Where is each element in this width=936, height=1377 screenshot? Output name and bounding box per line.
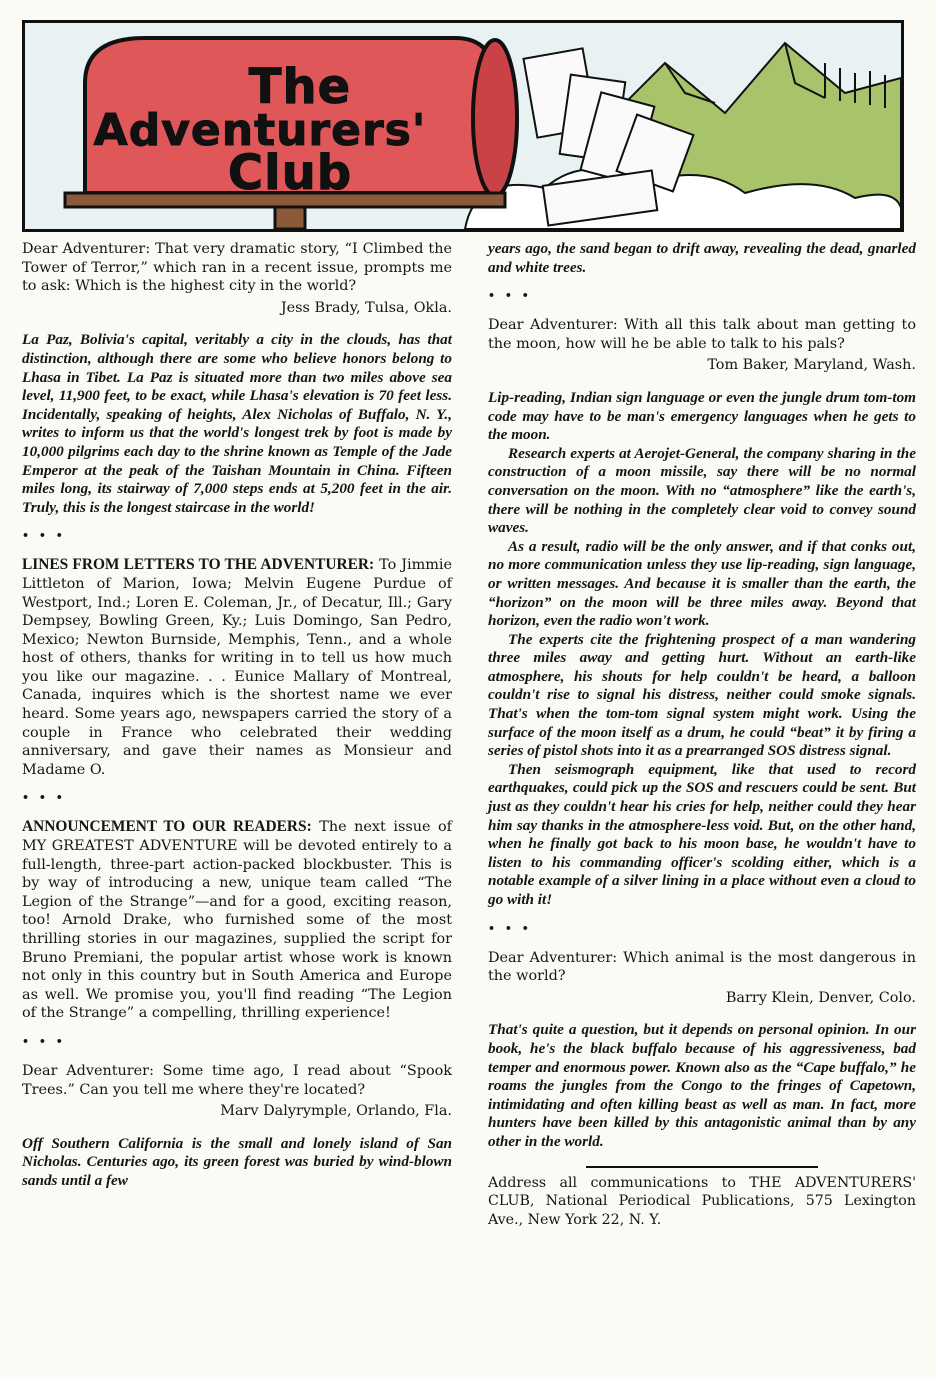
reply-dangerous-animal: That's quite a question, but it depends on personal opinion. In our book, he's the black buffalo because of his aggressiveness, bad temper and enormous power. Known also as the “Cape buffalo,” he roams the jungles from the Congo to the fringes of Capetown, intimidating and often killing beast as well as man. In fact, more hunters have been killed by this antagonistic animal than by any other in the world. bbox=[488, 1021, 916, 1150]
signature-tom-baker: Tom Baker, Maryland, Wash. bbox=[707, 357, 916, 374]
separator: • • • bbox=[22, 529, 66, 543]
letter-dangerous-animal: Dear Adventurer: Which animal is the most dangerous in the world? bbox=[488, 949, 916, 985]
reply-spook-trees-continued: years ago, the sand began to drift away, revealing the dead, gnarled and white trees. bbox=[488, 240, 916, 276]
separator: • • • bbox=[488, 289, 532, 303]
reply-moon-p2: Research experts at Aerojet-General, the company sharing in the construction of a moon missile, say there will be no normal conversation on the moon. With no “atmosphere” like the earth's, there will be nothing in the completely clear void to convey sound waves. bbox=[488, 444, 916, 537]
left-column bbox=[22, 240, 452, 1191]
separator: • • • bbox=[22, 791, 66, 805]
reply-moon-p4: The experts cite the frightening prospect of a man wandering three miles away and getting hurt. Without an earth-like atmosphere, his shouts for help couldn't be heard, a balloon couldn't rise to signal his distress, neither could smoke signals. That's when the tom-tom signal system might work. Using the surface of the moon itself as a drum, he could “beat” it by firing a series of pistol shots into it as a prearranged SOS distress signal. bbox=[488, 630, 916, 760]
separator: • • • bbox=[22, 1034, 66, 1048]
header-banner bbox=[22, 20, 904, 232]
banner-title-the: The bbox=[248, 59, 352, 115]
letter-moon-talk: Dear Adventurer: With all this talk about man getting to the moon, how will he be able to talk to his pals? bbox=[488, 317, 916, 352]
signature-barry-klein: Barry Klein, Denver, Colo. bbox=[725, 989, 916, 1006]
lines-body: To Jimmie Littleton of Marion, Iowa; Melvin Eugene Purdue of Westport, Ind.; Loren E. Coleman, Jr., of Decatur, Ill.; Gary Dempsey, Bowling Green, Ky.; Luis Domingo, San Pedro, Mexico; Newton Burnside, Memphis, Tenn., and a whole host of others, thanks for writing in to tell us how much you like our magazine. . . Eunice Mallary of Montreal, Canada, inquires which is the shortest name we ever heard. Some years ago, newspapers carried the story of a couple in France who celebrated their wedding anniversary, and gave their names as Monsieur and Madame O. bbox=[22, 557, 452, 778]
reply-moon-p1: Lip-reading, Indian sign language or even the jungle drum tom-tom code may have to be man's emergency languages when he gets to the moon. bbox=[488, 388, 916, 444]
signature-jess-brady: Jess Brady, Tulsa, Okla. bbox=[280, 299, 452, 316]
separator: • • • bbox=[488, 921, 532, 935]
mailing-address: Address all communications to THE ADVENTURERS' CLUB, National Periodical Publications, 575 Lexington Ave., New York 22, N. Y. bbox=[488, 1174, 916, 1228]
lines-from-letters bbox=[22, 556, 452, 779]
banner-title-adventurers: Adventurers' bbox=[93, 105, 427, 156]
reply-moon-p5: Then seismograph equipment, like that used to record earthquakes, could pick up the SOS and rescuers could be sent. But just as they couldn't hear his cries for help, neither could they hear him say thanks in the atmosphere-less void. But, on the other hand, when he finally got back to his moon base, he wouldn't have to listen to his commanding officer's scolding either, which is a notable example of a silver lining in a place without even a cloud to go with it! bbox=[488, 760, 916, 908]
right-column bbox=[488, 240, 916, 1229]
announcement bbox=[22, 818, 452, 1023]
announcement-heading: ANNOUNCEMENT TO OUR READERS: bbox=[22, 818, 312, 836]
reply-highest-city: La Paz, Bolivia's capital, veritably a city in the clouds, has that distinction, although there are some who believe honors belong to Lhasa in Tibet. La Paz is situated more than two miles above sea level, 11,900 feet, to be exact, while Lhasa's elevation is 70 feet less. Incidentally, speaking of heights, Alex Nicholas of Buffalo, N. Y., writes to inform us that the world's longest trek by foot is made by 10,000 pilgrims each day to the shrine known as Temple of the Jade Emperor at the peak of the Taishan Mountain in China. Fifteen miles long, its stairway of 7,000 steps ends at 5,200 feet in the air. Truly, this is the longest staircase in the world! bbox=[22, 331, 452, 516]
signature-marv-dalyrymple: Marv Dalyrymple, Orlando, Fla. bbox=[220, 1103, 452, 1120]
lines-heading: LINES FROM LETTERS TO THE ADVENTURER: bbox=[22, 556, 375, 574]
reply-moon-p3: As a result, radio will be the only answer, and if that conks out, no more communication unless they use lip-reading, sign language, or written messages. And because it is smaller than the earth, the “horizon” on the moon will be three miles away. Beyond that horizon, even the radio won't work. bbox=[488, 537, 916, 630]
banner-title-club: Club bbox=[227, 145, 353, 201]
letter-tower-of-terror: Dear Adventurer: That very dramatic story, “I Climbed the Tower of Terror,” which ran in a recent issue, prompts me to ask: Which is the highest city in the world? bbox=[22, 241, 452, 295]
announcement-body: The next issue of MY GREATEST ADVENTURE will be devoted entirely to a full-length, three-part action-packed blockbuster. This is by way of introducing a new, unique team called “The Legion of the Strange”—and for a good, exciting reason, too! Arnold Drake, who furnished some of the most thrilling stories in our magazines, supplied the script for Bruno Premiani, the popular artist whose work is known not only in this country but in South America and Europe as well. We promise you, you'll find reading “The Legion of the Strange” a compelling, thrilling experience! bbox=[22, 819, 452, 1022]
letter-spook-trees: Dear Adventurer: Some time ago, I read about “Spook Trees.” Can you tell me where they're located? bbox=[22, 1062, 452, 1098]
divider bbox=[586, 1166, 818, 1168]
reply-spook-trees: Off Southern California is the small and lonely island of San Nicholas. Centuries ago, its green forest was buried by wind-blown sands until a few bbox=[22, 1134, 452, 1189]
